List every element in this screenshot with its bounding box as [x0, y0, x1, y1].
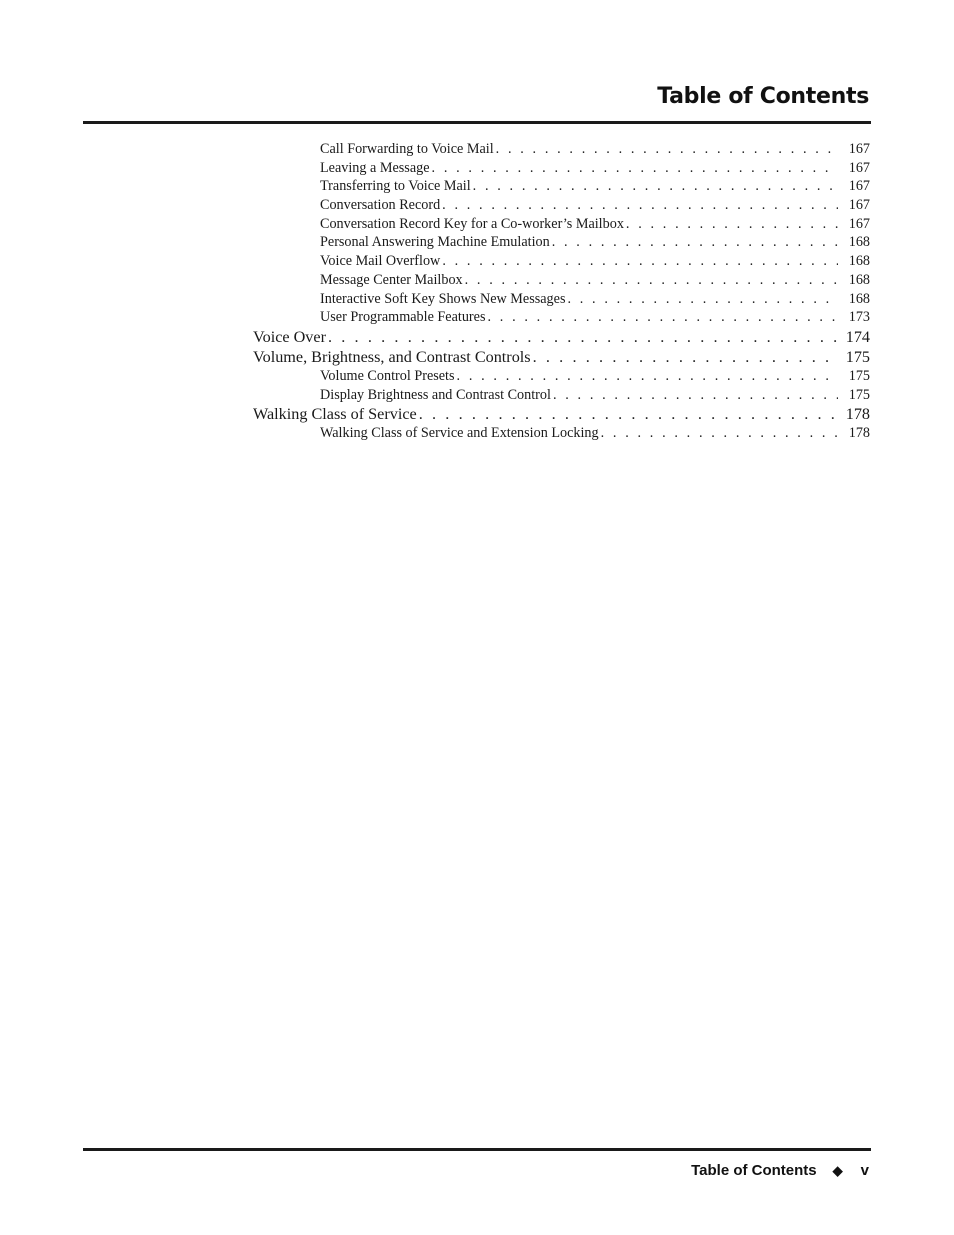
- dot-leader: [624, 216, 838, 233]
- toc-entry-page: 168: [848, 234, 870, 251]
- toc-entry-page: 168: [848, 253, 870, 270]
- toc-entry-title: Volume Control Presets: [320, 367, 455, 384]
- dot-leader: [430, 160, 838, 177]
- toc-entry-title: Call Forwarding to Voice Mail: [320, 141, 494, 157]
- toc-subentry[interactable]: [252, 309, 870, 328]
- toc-subentry[interactable]: [252, 253, 870, 272]
- toc-entry-page: 178: [848, 425, 870, 442]
- toc-subentry[interactable]: [252, 387, 870, 406]
- toc-entry-page: 173: [848, 309, 870, 326]
- toc-subentry[interactable]: [252, 160, 870, 179]
- dot-leader: [463, 272, 838, 289]
- toc-subentry[interactable]: [252, 197, 870, 216]
- dot-leader: [455, 368, 838, 385]
- toc-entry-page: 167: [848, 178, 870, 195]
- dot-leader: [471, 178, 838, 195]
- toc-subentry[interactable]: [252, 272, 870, 291]
- header-rule: [83, 121, 871, 124]
- toc-entry-page: 175: [845, 347, 870, 366]
- dot-leader: [551, 387, 838, 404]
- toc-entry-title: User Programmable Features: [320, 309, 486, 326]
- toc-subentry[interactable]: [252, 368, 870, 387]
- toc-entry[interactable]: [252, 328, 870, 348]
- dot-leader: [599, 425, 838, 442]
- toc-entry-page: 174: [845, 327, 870, 346]
- dot-leader: [485, 309, 838, 326]
- toc-subentry[interactable]: [252, 216, 870, 235]
- toc-subentry[interactable]: [252, 291, 870, 310]
- toc-entry-title: Voice Over: [253, 327, 326, 346]
- table-of-contents: [252, 141, 870, 444]
- toc-entry[interactable]: [252, 348, 870, 368]
- toc-entry-title: Interactive Soft Key Shows New Messages: [320, 290, 566, 307]
- footer-label: Table of Contents: [691, 1162, 817, 1179]
- toc-entry[interactable]: [252, 405, 870, 425]
- toc-entry-title: Conversation Record: [320, 197, 441, 214]
- dot-leader: [494, 141, 838, 158]
- toc-entry-title: Display Brightness and Contrast Control: [320, 386, 551, 403]
- toc-entry-page: 167: [848, 141, 870, 157]
- page-footer: [691, 1162, 869, 1179]
- diamond-icon: ◆: [832, 1162, 843, 1178]
- dot-leader: [550, 234, 838, 251]
- toc-entry-page: 168: [848, 271, 870, 288]
- toc-entry-page: 167: [848, 159, 870, 176]
- page-title: Table of Contents: [657, 84, 869, 109]
- toc-entry-title: Walking Class of Service: [253, 405, 417, 424]
- toc-entry-page: 175: [848, 367, 870, 384]
- dot-leader: [565, 291, 838, 308]
- toc-entry-page: 178: [845, 405, 870, 424]
- toc-entry-page: 168: [848, 290, 870, 307]
- toc-subentry[interactable]: [252, 178, 870, 197]
- toc-subentry[interactable]: [252, 141, 870, 160]
- toc-entry-title: Volume, Brightness, and Contrast Controls: [253, 347, 531, 366]
- footer-rule: [83, 1148, 871, 1151]
- page-number: v: [860, 1162, 869, 1179]
- toc-entry-title: Personal Answering Machine Emulation: [320, 234, 550, 251]
- dot-leader: [326, 328, 838, 347]
- toc-entry-title: Conversation Record Key for a Co-worker’s Mailbox: [320, 215, 624, 232]
- toc-entry-page: 167: [848, 215, 870, 232]
- toc-entry-title: Walking Class of Service and Extension Locking: [320, 425, 599, 442]
- toc-entry-title: Leaving a Message: [320, 159, 430, 176]
- toc-subentry[interactable]: [252, 425, 870, 444]
- toc-entry-title: Voice Mail Overflow: [320, 253, 441, 270]
- dot-leader: [440, 197, 838, 214]
- toc-entry-title: Message Center Mailbox: [320, 271, 463, 288]
- toc-entry-page: 167: [848, 197, 870, 214]
- dot-leader: [417, 405, 838, 424]
- toc-entry-title: Transferring to Voice Mail: [320, 178, 471, 195]
- dot-leader: [440, 253, 838, 270]
- toc-subentry[interactable]: [252, 234, 870, 253]
- dot-leader: [531, 348, 838, 367]
- toc-entry-page: 175: [848, 386, 870, 403]
